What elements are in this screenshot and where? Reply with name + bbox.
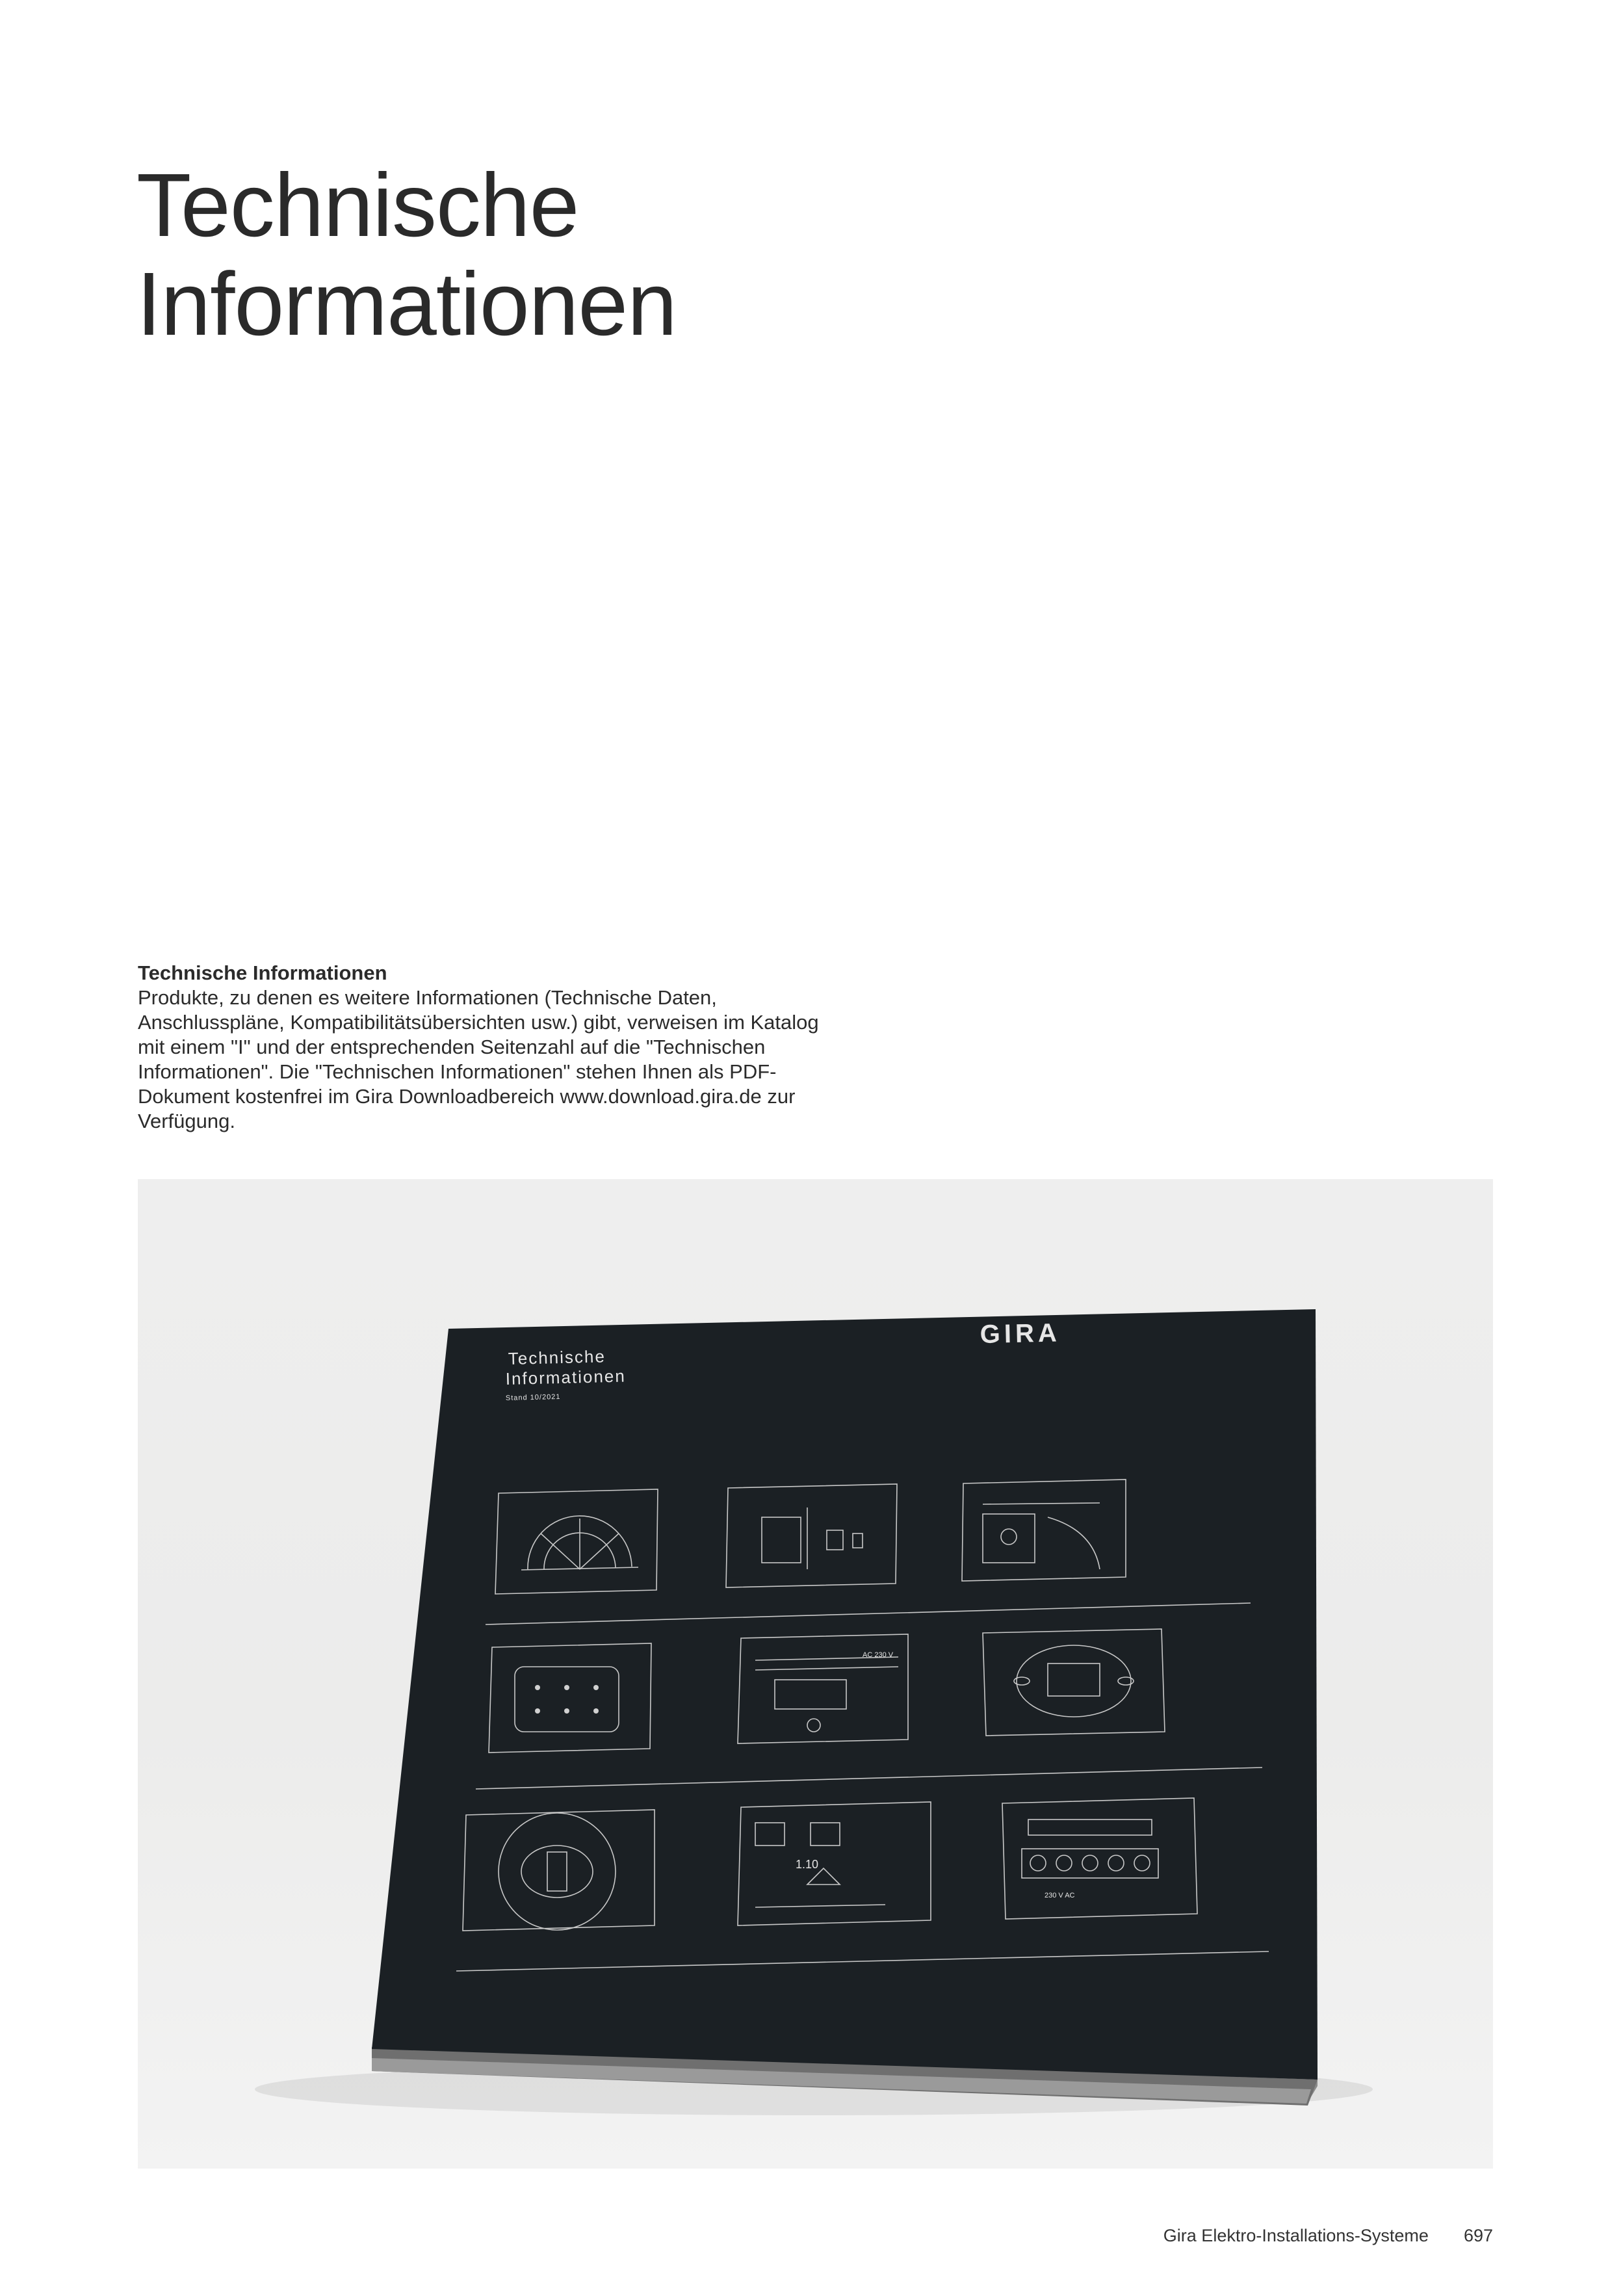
cover-title-line-2: Informationen	[505, 1366, 627, 1389]
page-title	[136, 156, 677, 354]
catalog-cover-photo	[138, 1179, 1493, 2169]
page-title-line-1: Technische	[136, 155, 579, 255]
page-footer	[1163, 2226, 1493, 2246]
intro-body: Produkte, zu denen es weitere Informationen (Technische Daten, Anschlusspläne, Kompatibilitätsübersichten usw.) gibt, verweisen im Katalog mit einem "I" und der entsprechenden Seitenzahl auf die "Technischen Informationen". Die "Technischen Informationen" stehen Ihnen als PDF-Dokument kostenfrei im Gira Downloadbereich www.download.gira.de zur Verfügung.	[138, 986, 819, 1132]
gira-logo: GIRA	[980, 1318, 1061, 1349]
footer-page-number: 697	[1463, 2226, 1493, 2245]
voltage-label-2: 230 V AC	[1045, 1892, 1075, 1899]
page-title-line-2: Informationen	[136, 254, 677, 354]
intro-heading: Technische Informationen	[138, 961, 387, 984]
cover-title-line-1: Technische	[508, 1346, 606, 1368]
footer-publication: Gira Elektro-Installations-Systeme	[1163, 2226, 1429, 2245]
catalog-cover-illustration	[138, 1179, 1493, 2169]
intro-text-block	[138, 961, 827, 1134]
cover-date: Stand 10/2021	[505, 1392, 561, 1402]
voltage-label-1: AC 230 V	[863, 1651, 894, 1659]
catalog-cover	[372, 1309, 1318, 2080]
page-ref-label: 1.10	[796, 1858, 819, 1871]
